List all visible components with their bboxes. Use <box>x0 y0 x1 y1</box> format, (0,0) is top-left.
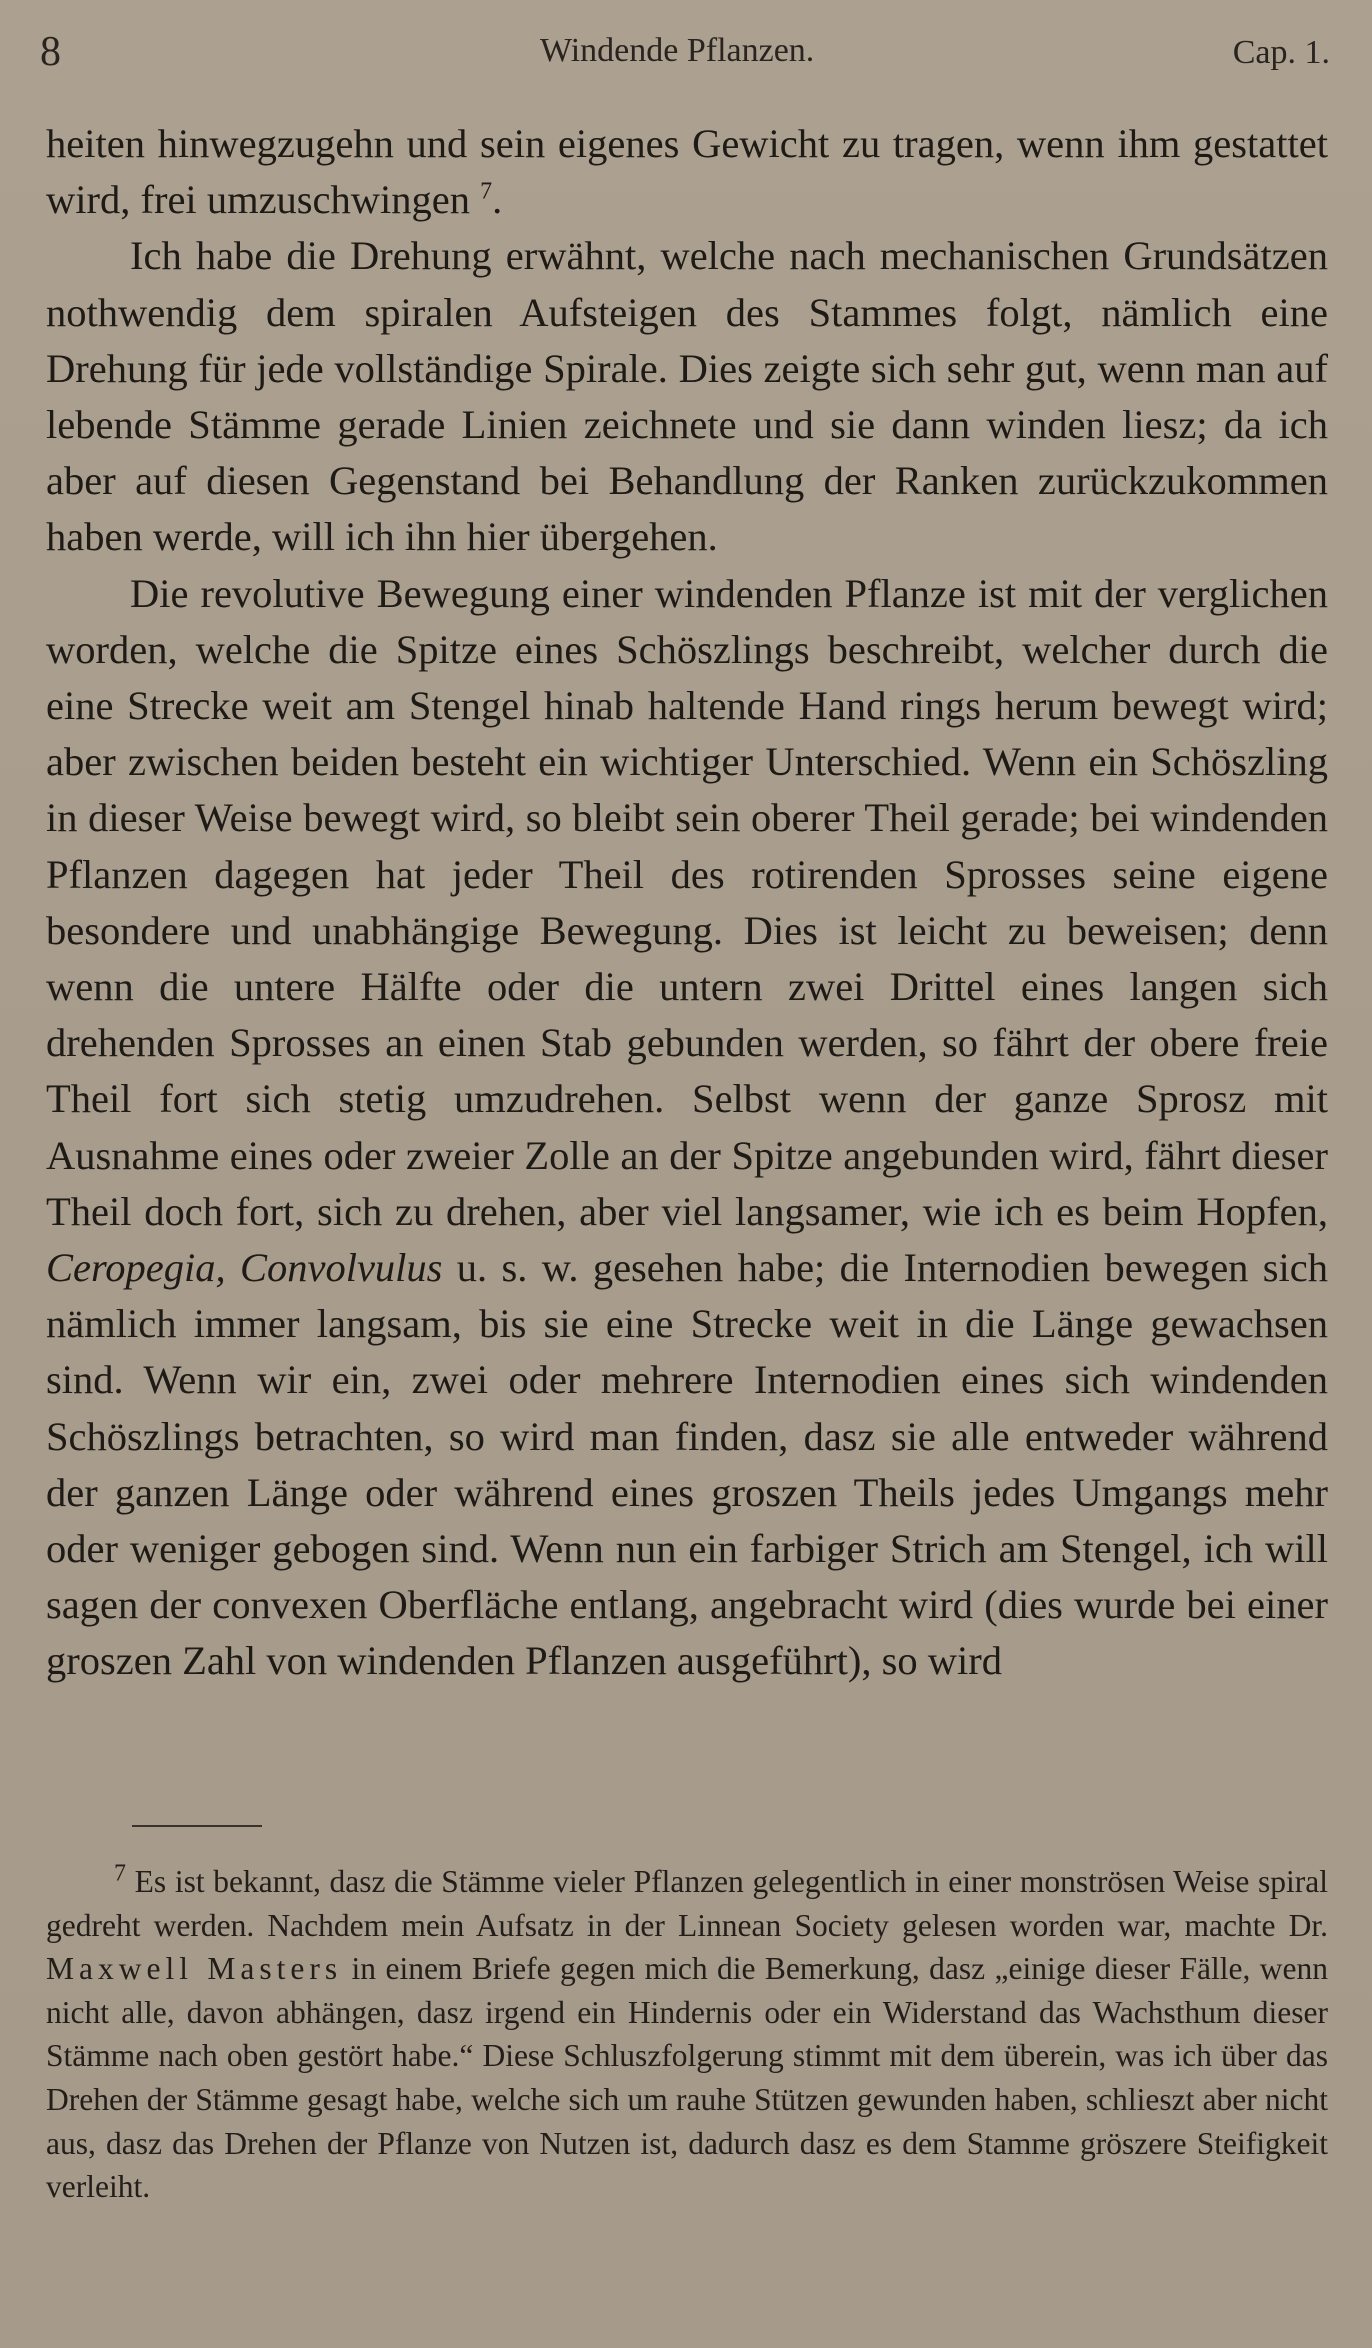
footnote-author-name: Maxwell Masters <box>46 1951 343 1987</box>
paragraph-2: Ich habe die Drehung erwähnt, welche nach mechanischen Grundsätzen nothwendig dem spiralen Aufsteigen des Stammes folgt, nämlich eine Drehung für jede vollständige Spirale. Dies zeigte sich sehr gut, wenn man auf lebende Stämme gerade Linien zeichnete und sie dann winden liesz; da ich aber auf diesen Gegenstand bei Behandlung der Ranken zurückzukommen haben werde, will ich ihn hier übergehen. <box>46 233 1328 560</box>
page-number: 8 <box>40 29 61 75</box>
paragraph-3-part-a: Die revolutive Bewegung einer windenden Pflanze ist mit der verglichen worden, welche die Spitze eines Schöszlings beschreibt, welcher durch die eine Strecke weit am Stengel hinab haltende Hand rings herum bewegt wird; aber zwischen beiden besteht ein wichtiger Unterschied. Wenn ein Schöszling in dieser Weise bewegt wird, so bleibt sein oberer Theil gerade; bei windenden Pflanzen dagegen hat jeder Theil des rotirenden Sprosses seine eigene besondere und unabhängige Bewegung. Dies ist leicht zu beweisen; denn wenn die untere Hälfte oder die untern zwei Drittel eines langen sich drehenden Sprosses an einen Stab gebunden werden, so fährt der obere freie Theil fort sich stetig umzudrehen. Selbst wenn der ganze Sprosz mit Ausnahme eines oder zweier Zolle an der Spitze angebunden wird, fährt dieser Theil doch fort, sich zu drehen, aber viel langsamer, wie ich es beim Hopfen, <box>46 570 1328 1234</box>
footnote-number: 7 <box>114 1860 126 1887</box>
main-text <box>46 116 1328 1690</box>
footnote-reference: 7 <box>480 178 493 205</box>
footnote-text-a: Es ist bekannt, dasz die Stämme vieler Pflanzen gelegentlich in einer monströsen Weise spiral gedreht werden. Nachdem mein Aufsatz in der Linnean Society gelesen worden war, machte Dr. <box>46 1864 1328 1943</box>
page-header <box>40 22 1330 82</box>
paragraph-1-text: heiten hinwegzugehn und sein eigenes Gewicht zu tragen, wenn ihm gestattet wird, frei umzuschwingen <box>46 121 1328 223</box>
footnote-text-b: in einem Briefe gegen mich die Bemerkung, dasz „einige dieser Fälle, wenn nicht alle, davon abhängen, dasz irgend ein Hindernis oder ein Widerstand das Wachsthum dieser Stämme nach oben gestört habe.“ Diese Schluszfolgerung stimmt mit dem überein, was ich über das Drehen der Stämme gesagt habe, welche sich um rauhe Stützen gewunden haben, schlieszt aber nicht aus, dasz das Drehen der Pflanze von Nutzen ist, dadurch dasz es dem Stamme gröszere Steifigkeit verleiht. <box>46 1951 1329 2205</box>
footnotes <box>46 1860 1328 2209</box>
paragraph-3-part-b: u. s. w. gesehen habe; die Internodien bewegen sich nämlich immer langsam, bis sie eine Strecke weit in die Länge gewachsen sind. Wenn wir ein, zwei oder mehrere Internodien eines sich windenden Schöszlings betrachten, so wird man finden, dasz sie alle entweder während der ganzen Länge oder während eines groszen Theils jedes Umgangs mehr oder weniger gebogen sind. Wenn nun ein farbiger Strich am Stengel, ich will sagen der convexen Oberfläche entlang, angebracht wird (dies wurde bei einer groszen Zahl von windenden Pflanzen ausgeführt), so wird <box>46 1245 1328 1684</box>
paragraph-1 <box>46 116 1328 228</box>
paragraph-1-end: . <box>492 177 503 223</box>
paragraph-3 <box>46 566 1328 1690</box>
italic-term-ceropegia: Ceropegia, <box>46 1245 226 1291</box>
running-title: Windende Pflanzen. <box>540 32 815 69</box>
italic-term-convolvulus: Convolvulus <box>239 1245 443 1291</box>
footnote-divider <box>132 1825 262 1827</box>
chapter-label: Cap. 1. <box>1232 34 1330 71</box>
footnote-7 <box>46 1860 1328 2209</box>
